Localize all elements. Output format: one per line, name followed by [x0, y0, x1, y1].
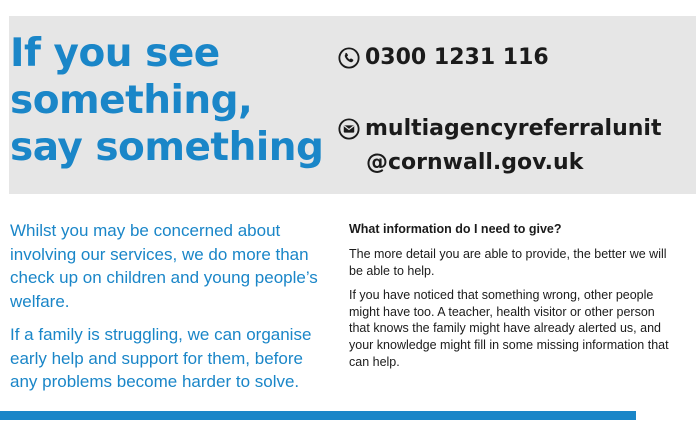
headline-line-2: something, — [10, 78, 253, 123]
info-section — [349, 221, 674, 378]
email-address-line-1[interactable]: multiagencyreferralunit — [365, 116, 662, 141]
email-address-line-2[interactable]: @cornwall.gov.uk — [366, 150, 584, 175]
headline — [10, 30, 323, 171]
intro-paragraph-1: Whilst you may be concerned about involving our services, we do more than check up on children and young people’s welfare. — [10, 221, 318, 311]
envelope-icon — [338, 118, 360, 140]
intro-paragraph-2: If a family is struggling, we can organise early help and support for them, before any problems become harder to solve. — [10, 325, 312, 391]
intro-text — [10, 219, 320, 404]
phone-number[interactable]: 0300 1231 116 — [365, 45, 549, 70]
footer-bar — [0, 411, 636, 420]
email-contact[interactable] — [338, 112, 661, 180]
info-heading: What information do I need to give? — [349, 222, 562, 236]
info-paragraph-2: If you have noticed that something wrong, other people might have too. A teacher, health visitor or other person that knows the family might have already alerted us, and your knowledge might fill in some missing information that can help. — [349, 288, 669, 369]
headline-line-3: say something — [10, 125, 324, 170]
phone-contact[interactable] — [338, 45, 549, 70]
phone-icon — [338, 47, 360, 69]
info-paragraph-1: The more detail you are able to provide, the better we will be able to help. — [349, 247, 667, 278]
headline-line-1: If you see — [10, 31, 220, 76]
